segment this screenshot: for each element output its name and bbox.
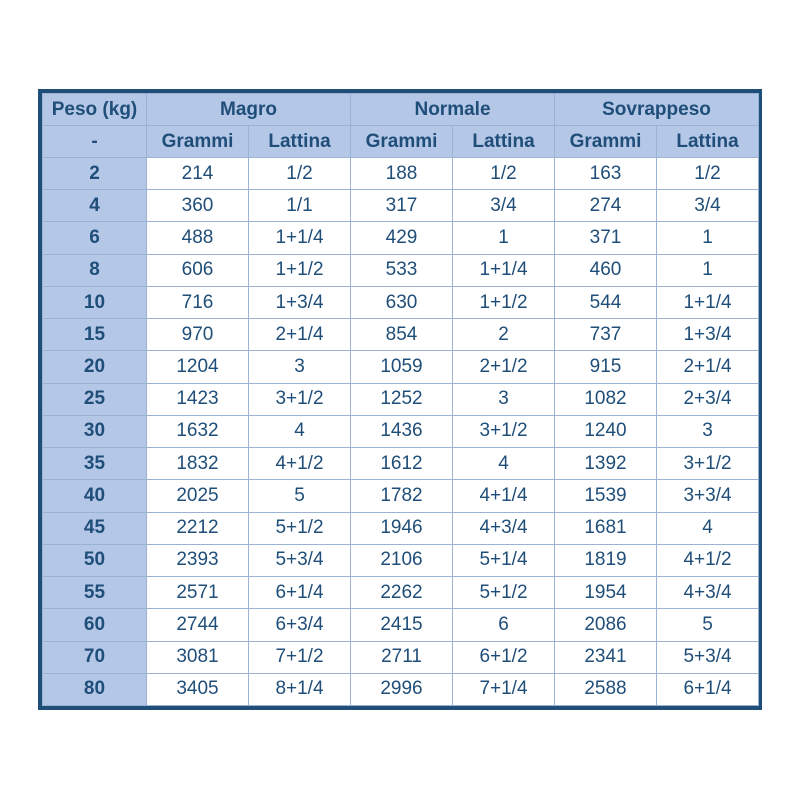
sub-header-grammi: Grammi	[351, 126, 453, 158]
corner-header-peso: Peso (kg)	[43, 94, 147, 126]
group-header-magro: Magro	[147, 94, 351, 126]
cell-magro-lattina: 1+1/4	[249, 222, 351, 254]
row-header-peso: 55	[43, 577, 147, 609]
sub-header-grammi: Grammi	[147, 126, 249, 158]
cell-sovrappeso-grammi: 1240	[555, 415, 657, 447]
cell-magro-grammi: 3405	[147, 673, 249, 705]
table-row	[43, 512, 759, 544]
cell-magro-grammi: 214	[147, 158, 249, 190]
cell-magro-lattina: 6+3/4	[249, 609, 351, 641]
cell-magro-lattina: 4+1/2	[249, 448, 351, 480]
sub-header-lattina: Lattina	[249, 126, 351, 158]
cell-normale-grammi: 2415	[351, 609, 453, 641]
cell-sovrappeso-lattina: 4+3/4	[657, 577, 759, 609]
cell-sovrappeso-grammi: 1819	[555, 544, 657, 576]
cell-normale-grammi: 2996	[351, 673, 453, 705]
cell-magro-lattina: 8+1/4	[249, 673, 351, 705]
cell-sovrappeso-grammi: 460	[555, 254, 657, 286]
cell-sovrappeso-grammi: 737	[555, 319, 657, 351]
cell-magro-grammi: 488	[147, 222, 249, 254]
cell-sovrappeso-lattina: 1	[657, 254, 759, 286]
cell-normale-lattina: 1+1/4	[453, 254, 555, 286]
cell-magro-lattina: 3+1/2	[249, 383, 351, 415]
cell-magro-grammi: 716	[147, 286, 249, 318]
cell-normale-grammi: 1252	[351, 383, 453, 415]
cell-normale-lattina: 4+3/4	[453, 512, 555, 544]
cell-normale-lattina: 1/2	[453, 158, 555, 190]
cell-magro-lattina: 1+1/2	[249, 254, 351, 286]
cell-normale-grammi: 1436	[351, 415, 453, 447]
group-header-sovrappeso: Sovrappeso	[555, 94, 759, 126]
cell-normale-lattina: 6+1/2	[453, 641, 555, 673]
cell-sovrappeso-lattina: 3	[657, 415, 759, 447]
cell-magro-lattina: 5	[249, 480, 351, 512]
cell-normale-lattina: 4+1/4	[453, 480, 555, 512]
row-header-peso: 10	[43, 286, 147, 318]
cell-magro-grammi: 2025	[147, 480, 249, 512]
row-header-peso: 60	[43, 609, 147, 641]
cell-magro-lattina: 1/2	[249, 158, 351, 190]
cell-magro-grammi: 2571	[147, 577, 249, 609]
cell-sovrappeso-lattina: 5+3/4	[657, 641, 759, 673]
cell-magro-lattina: 7+1/2	[249, 641, 351, 673]
row-header-peso: 8	[43, 254, 147, 286]
cell-normale-grammi: 317	[351, 190, 453, 222]
row-header-peso: 30	[43, 415, 147, 447]
cell-magro-grammi: 2212	[147, 512, 249, 544]
feeding-table	[42, 93, 759, 706]
row-header-peso: 40	[43, 480, 147, 512]
cell-sovrappeso-grammi: 915	[555, 351, 657, 383]
cell-magro-grammi: 970	[147, 319, 249, 351]
table-row	[43, 673, 759, 705]
cell-sovrappeso-grammi: 2086	[555, 609, 657, 641]
cell-normale-lattina: 3+1/2	[453, 415, 555, 447]
cell-magro-grammi: 1832	[147, 448, 249, 480]
cell-normale-grammi: 429	[351, 222, 453, 254]
sub-header-grammi: Grammi	[555, 126, 657, 158]
sub-header-lattina: Lattina	[657, 126, 759, 158]
cell-normale-grammi: 2106	[351, 544, 453, 576]
cell-magro-lattina: 4	[249, 415, 351, 447]
cell-normale-grammi: 1946	[351, 512, 453, 544]
row-header-peso: 20	[43, 351, 147, 383]
cell-sovrappeso-grammi: 1539	[555, 480, 657, 512]
cell-sovrappeso-grammi: 2588	[555, 673, 657, 705]
cell-sovrappeso-lattina: 3+1/2	[657, 448, 759, 480]
cell-sovrappeso-grammi: 544	[555, 286, 657, 318]
cell-magro-grammi: 1204	[147, 351, 249, 383]
table-row	[43, 158, 759, 190]
table-row	[43, 609, 759, 641]
cell-normale-lattina: 6	[453, 609, 555, 641]
cell-magro-lattina: 6+1/4	[249, 577, 351, 609]
cell-normale-lattina: 2	[453, 319, 555, 351]
cell-normale-lattina: 3/4	[453, 190, 555, 222]
table-row	[43, 641, 759, 673]
row-header-peso: 80	[43, 673, 147, 705]
cell-magro-lattina: 2+1/4	[249, 319, 351, 351]
table-body	[43, 158, 759, 706]
cell-magro-lattina: 5+1/2	[249, 512, 351, 544]
cell-sovrappeso-grammi: 274	[555, 190, 657, 222]
cell-sovrappeso-lattina: 2+3/4	[657, 383, 759, 415]
cell-normale-lattina: 7+1/4	[453, 673, 555, 705]
row-header-peso: 25	[43, 383, 147, 415]
table-row	[43, 319, 759, 351]
cell-sovrappeso-lattina: 4+1/2	[657, 544, 759, 576]
cell-normale-lattina: 3	[453, 383, 555, 415]
cell-magro-grammi: 606	[147, 254, 249, 286]
cell-normale-grammi: 630	[351, 286, 453, 318]
cell-sovrappeso-grammi: 1082	[555, 383, 657, 415]
sub-corner-header: -	[43, 126, 147, 158]
table-row	[43, 383, 759, 415]
feeding-table-frame	[38, 89, 762, 710]
cell-sovrappeso-lattina: 4	[657, 512, 759, 544]
cell-normale-grammi: 533	[351, 254, 453, 286]
row-header-peso: 45	[43, 512, 147, 544]
cell-normale-lattina: 5+1/4	[453, 544, 555, 576]
cell-magro-grammi: 1423	[147, 383, 249, 415]
sub-header-lattina: Lattina	[453, 126, 555, 158]
row-header-peso: 4	[43, 190, 147, 222]
table-row	[43, 577, 759, 609]
table-row	[43, 415, 759, 447]
cell-normale-lattina: 4	[453, 448, 555, 480]
cell-sovrappeso-lattina: 1+3/4	[657, 319, 759, 351]
cell-sovrappeso-lattina: 1	[657, 222, 759, 254]
table-row	[43, 544, 759, 576]
cell-sovrappeso-lattina: 3+3/4	[657, 480, 759, 512]
cell-magro-grammi: 3081	[147, 641, 249, 673]
cell-magro-lattina: 1+3/4	[249, 286, 351, 318]
cell-normale-grammi: 1612	[351, 448, 453, 480]
row-header-peso: 70	[43, 641, 147, 673]
table-row	[43, 480, 759, 512]
row-header-peso: 50	[43, 544, 147, 576]
cell-magro-grammi: 2744	[147, 609, 249, 641]
table-row	[43, 351, 759, 383]
cell-sovrappeso-grammi: 1681	[555, 512, 657, 544]
cell-sovrappeso-grammi: 1954	[555, 577, 657, 609]
cell-normale-grammi: 2262	[351, 577, 453, 609]
row-header-peso: 2	[43, 158, 147, 190]
cell-normale-lattina: 1+1/2	[453, 286, 555, 318]
cell-normale-grammi: 854	[351, 319, 453, 351]
cell-sovrappeso-grammi: 371	[555, 222, 657, 254]
cell-sovrappeso-lattina: 5	[657, 609, 759, 641]
cell-normale-grammi: 1782	[351, 480, 453, 512]
cell-sovrappeso-lattina: 1+1/4	[657, 286, 759, 318]
row-header-peso: 35	[43, 448, 147, 480]
cell-sovrappeso-grammi: 163	[555, 158, 657, 190]
cell-normale-lattina: 1	[453, 222, 555, 254]
cell-magro-lattina: 3	[249, 351, 351, 383]
group-header-row	[43, 94, 759, 126]
cell-normale-grammi: 2711	[351, 641, 453, 673]
cell-magro-lattina: 5+3/4	[249, 544, 351, 576]
table-row	[43, 190, 759, 222]
table-row	[43, 254, 759, 286]
cell-sovrappeso-lattina: 3/4	[657, 190, 759, 222]
group-header-normale: Normale	[351, 94, 555, 126]
cell-magro-grammi: 1632	[147, 415, 249, 447]
cell-sovrappeso-lattina: 6+1/4	[657, 673, 759, 705]
cell-magro-lattina: 1/1	[249, 190, 351, 222]
cell-sovrappeso-lattina: 1/2	[657, 158, 759, 190]
cell-normale-grammi: 188	[351, 158, 453, 190]
cell-sovrappeso-grammi: 1392	[555, 448, 657, 480]
table-row	[43, 222, 759, 254]
cell-magro-grammi: 360	[147, 190, 249, 222]
table-row	[43, 448, 759, 480]
cell-normale-lattina: 2+1/2	[453, 351, 555, 383]
cell-sovrappeso-grammi: 2341	[555, 641, 657, 673]
table-row	[43, 286, 759, 318]
cell-magro-grammi: 2393	[147, 544, 249, 576]
cell-sovrappeso-lattina: 2+1/4	[657, 351, 759, 383]
cell-normale-lattina: 5+1/2	[453, 577, 555, 609]
row-header-peso: 6	[43, 222, 147, 254]
cell-normale-grammi: 1059	[351, 351, 453, 383]
row-header-peso: 15	[43, 319, 147, 351]
sub-header-row	[43, 126, 759, 158]
